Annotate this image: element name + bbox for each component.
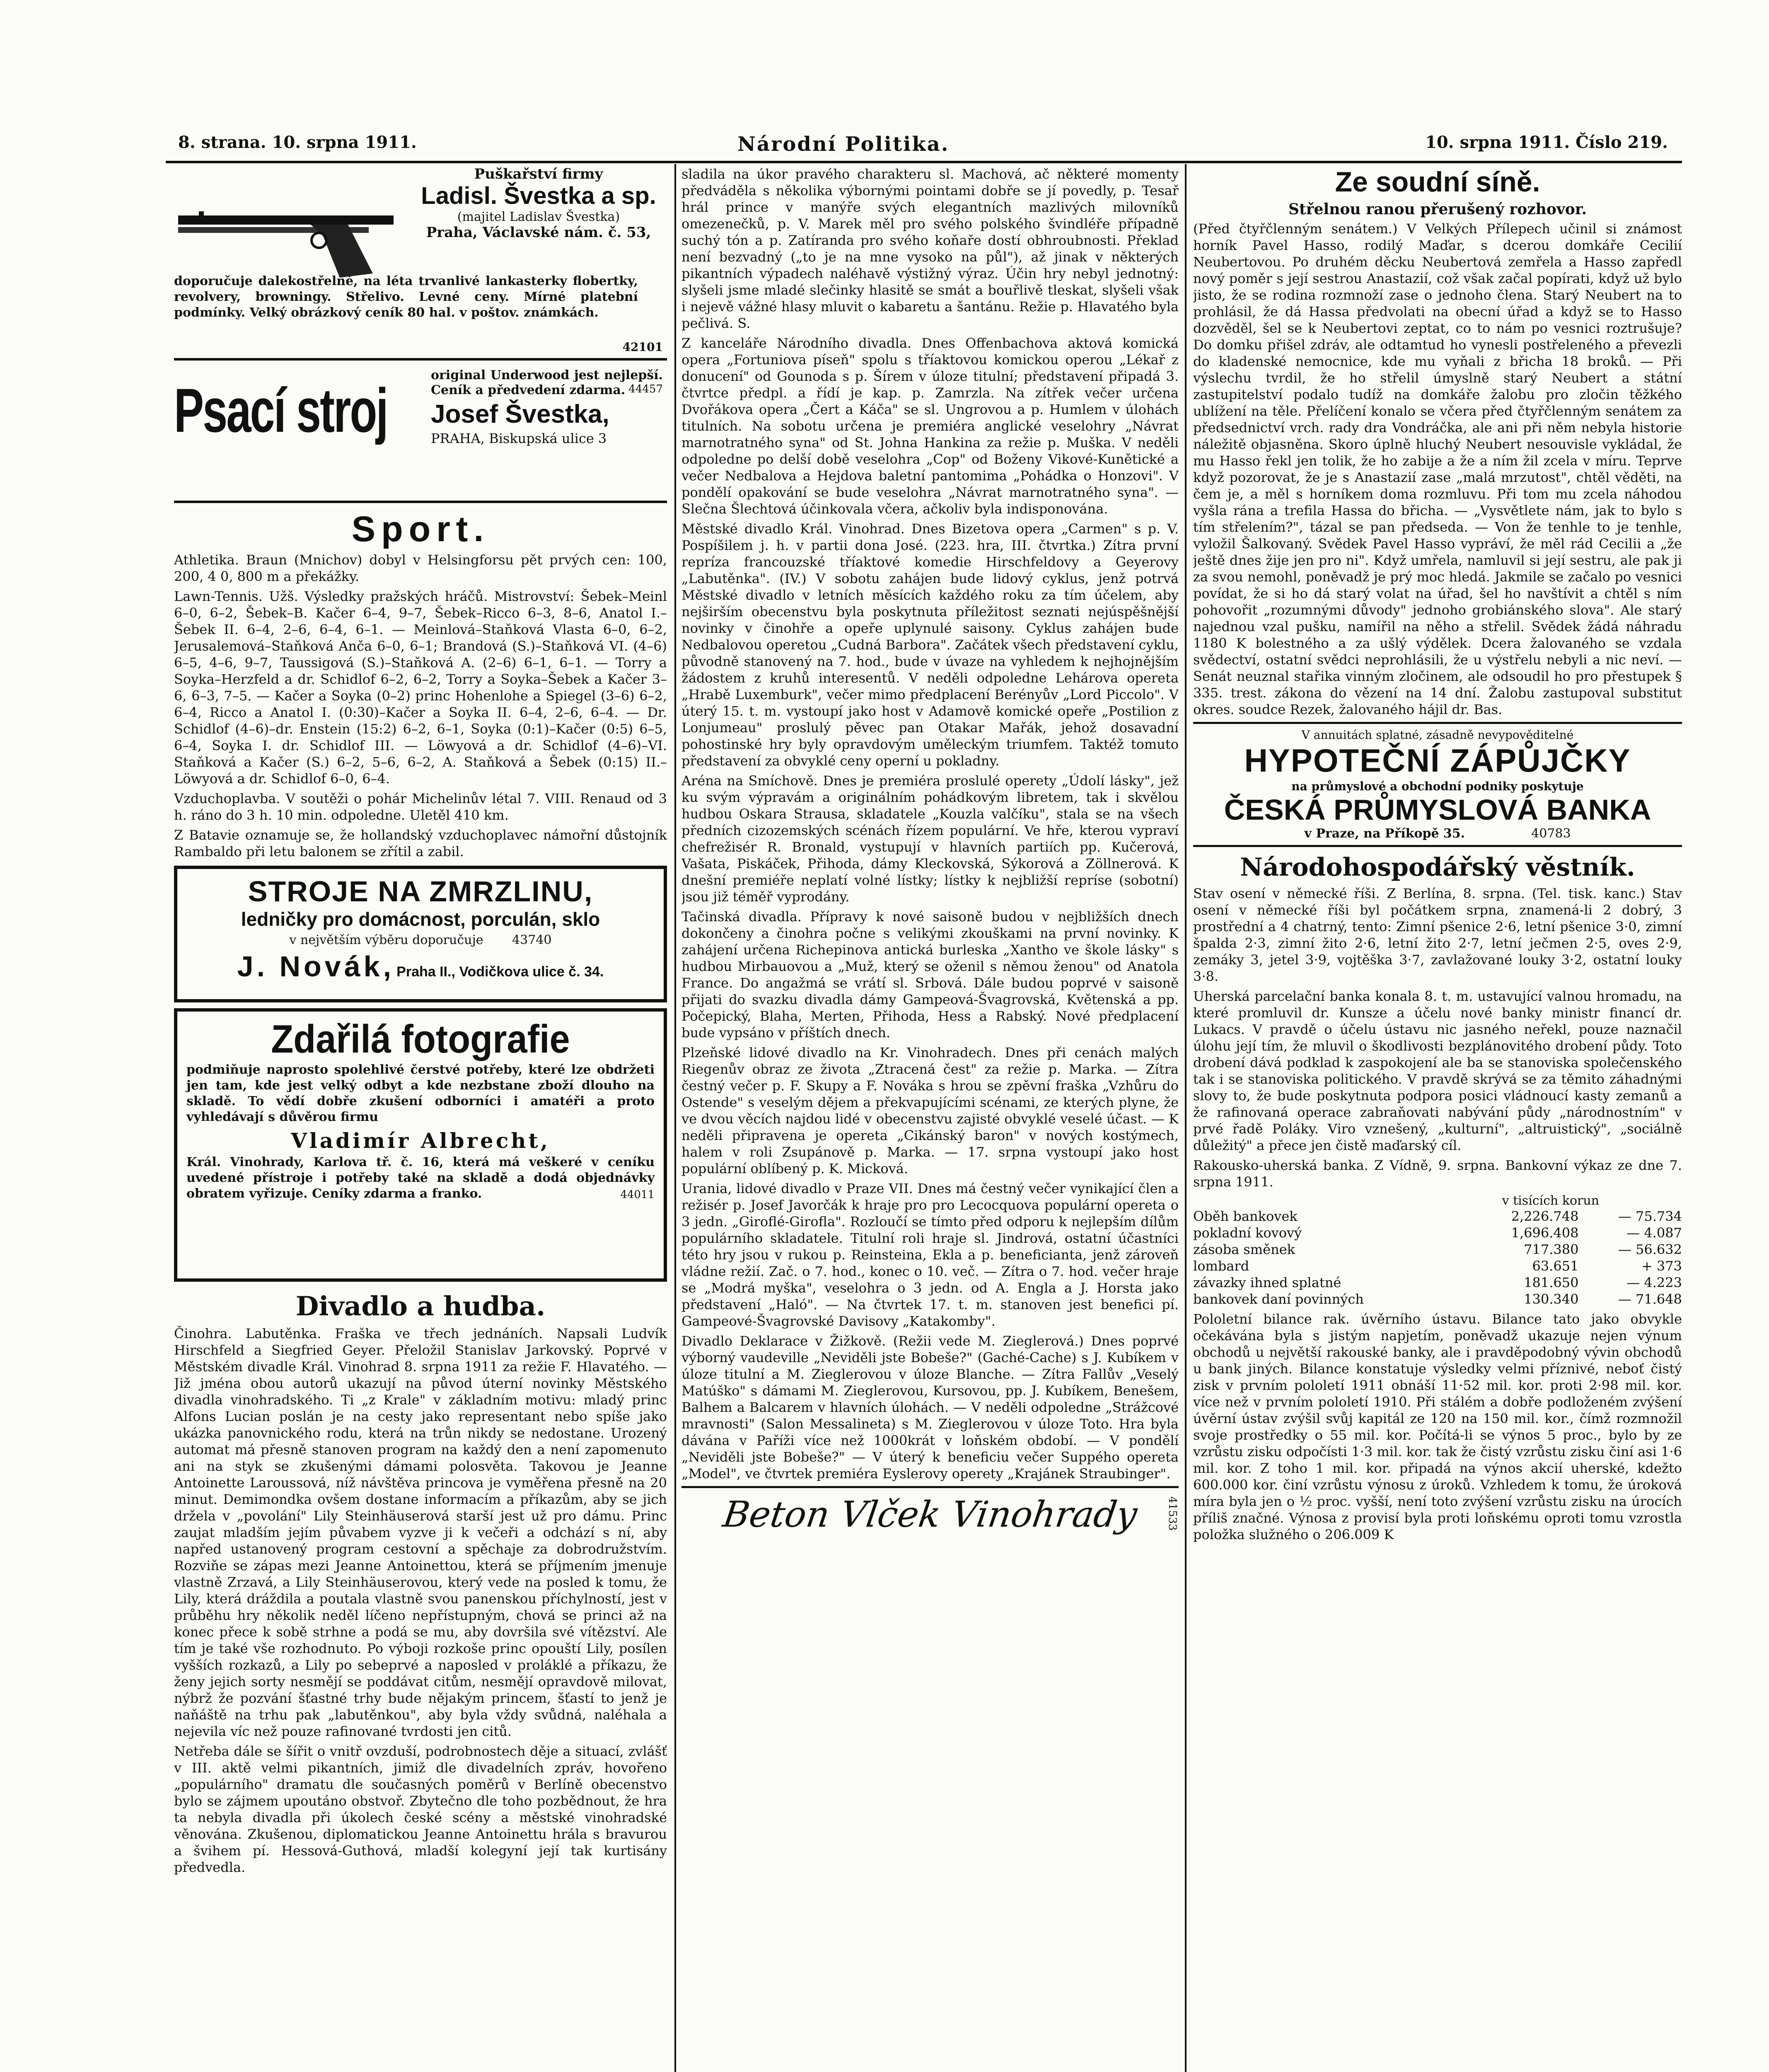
row-label: Oběh bankovek xyxy=(1193,1208,1298,1224)
typewriter-name: Josef Švestka, xyxy=(431,400,609,428)
photo-ad-body1: podmiňuje naprosto spolehlivé čerstvé potřeby, které lze obdržeti jen tam, kde jest velký odbyt a kde nezbstane zboží dlouho na skladě. To vědí dobře zkušení odborníci i amatéři a proto vyhledávají s důvěrou firmu xyxy=(186,1063,655,1124)
beton-vlcek-ad: Beton Vlček Vinohrady xyxy=(720,1494,1140,1535)
ice-machine-ad xyxy=(174,866,667,1002)
shotgun-icon xyxy=(174,178,406,282)
column-divider-1 xyxy=(674,164,676,2072)
gun-shop-ad xyxy=(174,166,667,361)
econ-crops: Stav osení v německé říši. Z Berlína, 8. srpna. (Tel. tisk. kanc.) Stav osení v německé říši byl počátkem srpna, znamená-li 2 dobrý, 3 prostřední a 4 chatrný, tento: Zimní pšenice 2·6, letní pšenice 3·0, zimní špalda 2·3, zimní žito 2·6, letní žito 2·7, letní ječmen 2·5, oves 2·9, zemáky 3, jetel 3·9, vojtěška 3·7, zavlažované louky 3·2, ostatní louky 3·8. xyxy=(1193,886,1682,984)
beton-ad-number: 41533 xyxy=(1166,1496,1179,1531)
sport-athletics: Athletika. Braun (Mnichov) dobyl v Helsingforsu pět prvých cen: 100, 200, 4 0, 800 m a překážky. xyxy=(174,552,667,584)
column-divider-2 xyxy=(1185,164,1187,2072)
court-subheading: Střelnou ranou přerušený rozhovor. xyxy=(1288,201,1587,218)
column-2 xyxy=(682,166,1179,2072)
urania-theatre: Urania, lidové divadlo v Praze VII. Dnes má čestný večer vynikající člen a režisér p. Josef Javorčák k hraje pro pro Lecocquova populární opereta o 3 jedn. „Giroflé-Girofla". Rozloučí se tímto před odporu k nejlepším dílům populárního skladatele. Titulní roli hraje sl. Jindrová, ostatní účastníci této hry jsou v rukou p. Reinsteina, Ekla a p. beneficianta, jenž zároveň vládne režií. Zač. o 7. hod., konec o 10. več. — Zítra o 7. hod. večer hraje se „Modrá myška", veselohra o 3 jedn. od A. Engla a J. Horsta jako představení „Haló". — Na čtvrtek 17. t. m. stanoven jest benefici pí. Gampeové-Švagrovské Davisovy „Katakomby". xyxy=(682,1181,1179,1329)
table-row xyxy=(1193,1241,1682,1258)
typewriter-big-text: Psací stroj xyxy=(174,375,387,445)
photo-ad-number: 44011 xyxy=(620,1188,655,1201)
mortgage-bank: ČESKÁ PRŮMYSLOVÁ BANKA xyxy=(1224,794,1651,826)
econ-parcel-bank: Uherská parcelační banka konala 8. t. m. ustavující valnou hromadu, na které promluvil dr. Kunsze a účelu nové banky ministr financí dr. Lukacs. V pravdě o účelu ústavu nic jasného neřekl, pouze naznačil úlohu její tím, že mluvil o škodlivosti bezplánovitého drobení půdy. Toto drobení dává podklad k zaspokojení ale ba se stanoviska společenského tak i se stanoviska politického. V pravdě skrývá se za těmito záhadnými slovy to, že bude poskytnuta podpora posici vládnoucí kasty zemanů a že rafinovaná operace zabraňovati nabývání půdy „národnostním" v prvé řadě Poláky. Viro vznešený, „kulturní", „altruistický", „sociálně důležitý" a přece jen čistě maďarský cíl. xyxy=(1193,988,1682,1153)
col2-review-end: sladila na úkor pravého charakteru sl. Machová, ač některé momenty předváděla s několika výbornými pointami dobře se jí povedly, p. Tesař hrál prince v manýře svých elegantních mazlivých milovníků omezenečků, p. V. Marek měl pro svého polského švindléře případně suchý tón a p. Zatíranda pro svého koňaře dostí obhroubnosti. Překlad není bezvadný („to je na mne vysoko na půl"), až jinak v některých pikantních výpadech naléhavě výstižný výraz. Účin hry nebyl jednotný: slyšeli jsme mladé slečinky hlasitě se smát a bouřlivě tleskat, slyšeli však i nejevě vážné hlasy mluvit o kabaretu a šantánu. Režie p. Hlavatého byla pečlivá. S. xyxy=(682,166,1179,331)
row-change: — 56.632 xyxy=(1618,1242,1682,1257)
row-value: 717.380 xyxy=(1524,1242,1579,1257)
popular-theatre: Plzeňské lidové divadlo na Kr. Vinohradech. Dnes při cenách malých Riegenův obraz ze života „Ztracená čest" za režie p. Marka. — Zítra čestný večer p. F. Skupy a F. Nováka s hrou se zpěvní fraška „Vzhůru do Ostende" s veselým dějem a překvapujícími scénami, ze kterých plyne, že ve dvou věcích najdou lidé v obecenstvu zajisté obvyklé veselé účast. — K neděli připravena je opereta „Cikánský baron" v nových kostýmech, halem v roli Zsupánově p. Marka. — 17. srpna vystoupí jako host populární oblíbený p. K. Micková. xyxy=(682,1045,1179,1176)
ice-ad-number: 43740 xyxy=(512,933,552,947)
row-label: zásoba směnek xyxy=(1193,1242,1295,1257)
typewriter-number: 44457 xyxy=(628,383,663,395)
sport-aviation: Vzduchoplavba. V soutěži o pohár Michelinův létal 7. VIII. Renaud od 3 h. ráno do 3 h. 10 min. odpoledne. Uletěl 410 km. xyxy=(174,791,667,823)
row-change: — 4.087 xyxy=(1626,1225,1682,1241)
gun-ad-address: Praha, Václavské nám. č. 53, xyxy=(426,224,651,241)
row-label: lombard xyxy=(1193,1258,1249,1274)
header-right: 10. srpna 1911. Číslo 219. xyxy=(1425,133,1668,152)
national-theatre: Z kanceláře Národního divadla. Dnes Offenbachova aktová komická opera „Fortuniova píseň" spolu s tříaktovou komickou operou „Lékař z donucení" od Gounoda s p. Šírem v úloze titulní; představení připadá 3. čtvrtce předpl. a řídí je kap. p. Zamrzla. Na zítřek večer určena Dvořákova opera „Čert a Káča" se sl. Ungrovou a p. Humlem v úlohách titulních. Na sobotu určena je premiéra anglické veselohry „Návrat marnotratného syna" od St. Johna Hankina za režie p. Muška. V neděli odpoledne po delší době veselohra „Cop" od Boženy Vikové-Kunětické a večer Nedbalova a Hejdova baletní pantomima „Pohádka o Honzovi". V pondělí opakování se bude veselohra „Návrat marnotratného syna". — Slečna Šlechtová účinkovala včera, ačkoliv byla indisponována. xyxy=(682,335,1179,517)
ice-ad-line3: v největším výběru doporučuje xyxy=(289,933,483,947)
sport-tennis: Lawn-Tennis. Užš. Výsledky pražských hráčů. Mistrovství: Šebek–Meinl 6–0, 6–2, Šebek–B. Kačer 6–4, 9–7, Šebek–Ricco 6–3, 8–6, Anatol I.–Šebek II. 6–4, 2–6, 6–4, 6–1. — Meinlová–Staňková Vlasta 6–0, 6–2, Jerusalemová–Staňková Anča 6–0, 6–1; Brandová (S.)–Staňková VI. (4–6) 6–5, 4–6, 9–7, Taussigová (S.)–Staňková A. (2–6) 6–1, 6–1. — Torry a Soyka–Herzfeld a dr. Schidlof 6–2, 6–2, Torry a Soyka–Šebek a Kačer 3–6, 6–3, 7–5. — Kačer a Soyka (0–2) princ Hohenlohe a Spiegel (3–6) 6–2, 6–4, Ricco a Anatol I. (0:30)–Kačer a Soyka II. 6–4, 2–6, 6–4. — Dr. Schidlof (4–6)–dr. Enstein (15:2) 6–2, 6–1, Soyka (0:1)–Kačer (0:5) 6–5, 6–4, Soyka I. dr. Schidlof III. — Löwyová a dr. Schidlof (4–6)–VI. Staňková a Kačer (S.) 6–2, 5–6, 6–2, A. Staňková a Šebek (0:15) II.–Löwyová a dr. Schidlof 6–0, 6–4. xyxy=(174,588,667,787)
row-label: pokladní kovový xyxy=(1193,1225,1302,1241)
mortgage-address: v Praze, na Příkopě 35. xyxy=(1304,826,1465,841)
photo-ad-body2: Král. Vinohrady, Karlova tř. č. 16, která má veškeré v ceníku uvedené přístroje i potřeby také na skladě a dodá objednávky obratem vyřizuje. Ceníky zdarma a franko. xyxy=(186,1155,655,1201)
vinohrady-theatre: Městské divadlo Král. Vinohrad. Dnes Bizetova opera „Carmen" s p. V. Pospíšilem j. h. v partii dona José. (223. hra, III. čtvrtka.) Zítra první repríza francouzské tříaktové komedie Hirschfeldovy a Geyerovy „Labutěnka". (IV.) V sobotu zahájen bude lidový cyklus, jenž potrvá Městské divadlo v letních měsících každého roku za tím účelem, aby nejširším obecenstvu byla poskytnuta příležitost seznati nejúspěšnější novinky v činohře a opeře uplynulé saisony. Cyklus zahájen bude Nedbalovou operetou „Cudná Barbora". Začátek všech představení cyklu, původně stanovený na 7. hod., bude v úvaze na vyhledem k nejhojnějším žádostem z kruhů interesentů. V neděli odpoledne Lehárova opereta „Hrabě Luxemburk", večer mimo předplacení Berényův „Lord Piccolo". V úterý 15. t. m. vystoupí jako host v Adamově komické opeře „Postilion z Lonjumeau" proslulý pěvec pan Otakar Mařák, jehož dosavadní pohostinské hry byly opravdovým uměleckým triumfem. Taktéž tomuto představení za obvyklé ceny operní u pokladny. xyxy=(682,521,1179,769)
sport-batavia: Z Batavie oznamuje se, že hollandský vzduchoplavec námořní důstojník Rambaldo při letu balonem se zřítil a zabil. xyxy=(174,827,667,859)
smichov-arena: Aréna na Smíchově. Dnes je premiéra proslulé operety „Údolí lásky", jež ku svým výpravám a originálním pohádkovým libretem, tak i skvělou hudbou Oskara Strausa, skladatele „Kouzla valčíku", stala se na všech předních cizozemských scénách řízem populární. Ve hře, kterou vypraví chefrežisér R. Bronald, vystupují v hlavních partiích pp. Kučerová, Vašata, Piskáček, Přihoda, dámy Kleckovská, Sýkorová a Zöllnerová. K dnešní premiéře neplatí volné lístky; lístky k nejbližší repríse (sobotní) jsou již téměř vyprodány. xyxy=(682,773,1179,905)
ice-ad-address: Praha II., Vodičkova ulice č. 34. xyxy=(396,964,604,980)
theatre-heading: Divadlo a hudba. xyxy=(295,1291,546,1322)
row-change: — 75.734 xyxy=(1618,1208,1682,1224)
column-1 xyxy=(174,166,667,2072)
table-row xyxy=(1193,1291,1682,1307)
mortgage-mid: na průmyslové a obchodní podniky poskytuje xyxy=(1291,779,1584,793)
mortgage-top: V annuitách splatné, zásadně nevypověditelné xyxy=(1301,728,1574,742)
bank-report-table xyxy=(1193,1208,1682,1307)
row-change: — 71.648 xyxy=(1618,1291,1682,1307)
sport-heading: Sport. xyxy=(351,509,490,549)
table-row xyxy=(1193,1208,1682,1225)
photo-ad-name: Vladimír Albrecht, xyxy=(291,1128,550,1153)
typewriter-ad xyxy=(174,366,667,503)
photo-ad xyxy=(174,1008,667,1282)
row-label: bankovek daní povinných xyxy=(1193,1291,1364,1307)
mortgage-number: 40783 xyxy=(1531,826,1571,841)
gun-ad-body: doporučuje dalekostřelné, na léta trvanlivé lankasterky flobertky, revolvery, browningy. Střelivo. Levné ceny. Mírné platební podmínky. Velký obrázkový ceník 80 hal. v poštov. známkách. xyxy=(174,274,638,320)
mortgage-ad xyxy=(1193,722,1682,847)
deklarace-theatre: Divadlo Deklarace v Žižkově. (Režii vede M. Zieglerová.) Dnes poprvé výborný vaudeville „Neviděli jste Bobeše?" (Gaché-Cache) s J. Kubíkem v úloze titulní a M. Zieglerovou v úloze Blanche. — Zítra Fallův „Veselý Matúško" s dámami M. Zieglerovou, Kursovou, pp. J. Kubíkem, Benešem, Balhem a Balcarem v hlavních úlohách. — V neděli odpoledne „Strážcové mravnosti" (Salon Messalineta) s M. Zieglerovou v úloze Toto. Hra byla dávána v Paříži více než 1000krát v loňském období. — V pondělí „Neviděli jste Bobeše?" — V úterý k beneficiu večer Suppého opereta „Model", ve čtvrtek premiéra Eyslerovy operety „Krajánek Straubinger". xyxy=(682,1333,1179,1481)
row-value: 130.340 xyxy=(1524,1291,1579,1307)
ice-ad-name: J. Novák, xyxy=(237,950,395,983)
theatre-commentary: Netřeba dále se šířit o vnitř ovzduší, podrobnostech děje a situací, zvlášť v III. aktě velmi pikantních, jimiž dle divadelních zpráv, hovořeno „populárního" dramatu dle současných poměrů v Berlíně obecenstvo bylo se zájmem upoutáno obstvoř. Zbytečno dle toho pozbědnout, že hra ta nebyla divadla při úkolech české scény a městské vinohradské věnována. Zkušenou, diplomatickou Jeanne Antoinettu hrála s bravurou a švihem pí. Hessová-Guthová, mladší kolegyní její tak kurtisány předvedla. xyxy=(174,1743,667,1875)
gun-ad-title: Puškařství firmy xyxy=(474,166,603,182)
row-value: 63.651 xyxy=(1532,1258,1579,1274)
court-story: (Před čtyřčlenným senátem.) V Velkých Přílepech učinil si známost horník Pavel Hasso, rodilý Maďar, s dcerou domkáře Cecilií Neubertovou. Po druhém děcku Neubertová zemřela a Hasso zapředl nový poměr s její sestrou Anastazií, což však začal popírati, když už bylo jisto, že se rodina rozmnoží zase o jednoho člena. Starý Neubert na to prohlásil, že dá Hassa předvolati na obecní úřad a když se to Hasso dozvěděl, šel se k Neubertovi zeptat, co to nám po vesnici roztrušuje? Do domku přišel zdráv, ale odtamtud ho vynesli postřeleného a převezli do kladenské nemocnice, kde mu vyňali z břicha 18 broků. — Při výslechu tvrdil, že ho střelil úmyslně starý Neubert a státní zastupitelství podalo tudíž na domkáře žalobu pro zločin těžkého ublížení na těle. Přelíčení konalo se včera před čtyřčlenným senátem za předsednictví vrch. rady dra Vondráčka, ale ani při něm nebyla historie náležitě objasněna. Skoro úplně hluchý Neubert nesouvisle vykládal, že mu Hasso řekl jen tolik, že ho zabije a že a ním žil zcela v míru. Teprve když pozorovat, že je s Anastazií zase „malá mrzutost", chtěl věděti, na čem je, a měl s horníkem doma rozmluvu. Při tom mu zcela náhodou vyšla rána a trefila Hassa do břicha. — „Vysvětlete nám, jak to bylo s tím střelením?", tázal se pan předseda. — Von že tenhle to je tenhle, vyložil Šalkovaný. Svědek Pavel Hasso vypráví, že měl rád Cecilii a „že ještě dnes žije jen pro ni". Když umřela, namluvil si její sestru, ale pak ji za svou nemohl, poněvadž je prý moc hledá. Jakmile se začalo po vesnici povídat, že si ho dá starý volat na úřad, šel ho navštívit a chtěl s ním pohovořit „rozumnými důvody" jednoho grobiánského slova". Ale starý najednou vzal pušku, namířil na něho a střelil. Svědek žádá náhradu 1180 K bolestného a za ušlý výdělek. Dcera žalovaného se vzdala svědectví, ostatní svědci neprohlásili, že u výstřelu nebyli a nic neví. — Senát neuznal stařika vinným zločinem, ale odsoudil ho pro přestupek § 335. trest. zákona do vězení na 14 dní. Žalobu zastupoval substitut okres. soudce Rezek, žalovaného hájil dr. Bas. xyxy=(1193,221,1682,717)
gun-ad-name: Ladisl. Švestka a sp. xyxy=(421,182,656,209)
row-value: 1,696.408 xyxy=(1511,1225,1579,1241)
court-heading: Ze soudní síně. xyxy=(1335,166,1540,198)
econ-austro-bank: Rakousko-uherská banka. Z Vídně, 9. srpna. Bankovní výkaz ze dne 7. srpna 1911. xyxy=(1193,1157,1682,1190)
table-row xyxy=(1193,1225,1682,1241)
row-change: — 4.223 xyxy=(1626,1275,1682,1290)
gun-ad-number: 42101 xyxy=(622,340,663,354)
econ-credit-bank: Pololetní bilance rak. úvěrního ústavu. Bilance tato jako obvykle očekávána byla s jistým napjetím, poněvadž ukazuje nejen výnum obchodů u největší rakouské banky, ale i pravděpodobný vývin obchodů u bank jiných. Bilance konstatuje výsledky velmi příznivé, neboť čistý zisk v prvním pololetí 1911 obnáší 11·52 mil. kor. proti 2·98 mil. kor. více než v prvním pololetí 1910. Při stálém a dobře podloženém zvýšení úvěrní ústav zvýšil svůj kapitál ze 120 na 150 mil. kor., čímž rozmnožil svoje prostředky o 55 mil. kor. Počítá-li se výnos 5 proc., bylo by ze vzrůstu zisku odpočísti 1·3 mil. kor. tak že čistý vzrůstu zisku činí asi 1·6 mil. kor. Z toho 1 mil. kor. připadá na výnos akcií uherské, kdežto 600.000 kor. činí vzrůstu výnosu z úroků. Vzhledem k tomu, že úroková míra byla jen o ½ proc. vyšší, není toto zvýšení vzrůstu zisku na úrocích příliš značné. Výnosa z provisí byla proti loňskému oproti tomu vzrostla položka služného o 206.009 K xyxy=(1193,1311,1682,1542)
photo-ad-big: Zdařilá fotografie xyxy=(271,1017,570,1061)
ice-ad-line2: ledničky pro domácnost, porculán, sklo xyxy=(241,908,600,930)
theatres-news: Tačinská divadla. Přípravy k nové saisoně budou v nejbližších dnech dokončeny a činohra počne s velikými zkouškami na první novinky. K zahájení určena Richepinova antická burleska „Xantho ve škole lásky" s hudbou Mirbauovou a „Muž, který se oženil s němou ženou" od Anatola France. Do angažmá se vrátí sl. Srbová. Dále budou poprvé v saisoně přijati do svazku divadla dámy Gampeová-Švagrovská, Květenská a pp. Počepický, Blaha, Merten, Přihoda, Hess a Rabský. Nové předplacení bude vypsáno v příštích dnech. xyxy=(682,909,1179,1041)
mortgage-big: HYPOTEČNÍ ZÁPŮJČKY xyxy=(1244,742,1631,779)
theatre-labutenka: Činohra. Labutěnka. Fraška ve třech jednáních. Napsali Ludvík Hirschfeld a Siegfried Geyer. Přeložil Stanislav Jarkovský. Poprvé v Městském divadle Král. Vinohrad 8. srpna 1911 za režie F. Hlavatého. — Již jména obou autorů ukazují na původ úterní novinky Městského divadla vinohradského. Ti „z Krale" v základním motivu: mladý princ Alfons Lucian poslán je na cesty jako representant nebo spíše jako ukázka panovnického rodu, která na trůn nikdy se nedostane. Urozený automat má přesně stanoven program na každý den a není zapomenuto ani na styk se zkušenými dámami polosvěta. Takovou je Jeanne Antoinette Laroussová, níž návštěva princova je vyměřena přesně na 20 minut. Demimondka ovšem dostane informacím a příkazům, aby se jich držela v „povolání" Lily Steinhäuserová starší jest už pro dámu. Princ zaujat mladším jejím půvabem vyzve ji k večeři a odchází s ní, aby napřed ustanovený program cestovní a spěchaje za dobrodružstvím. Rozviňe se zápas mezi Jeanne Antoinettou, která se příjmením jmenuje vlastně Zrzavá, a Lily Steinhäuserovou, který vede na posled k tomu, že Lily, která dráždila a poutala vlastně svou panenskou příchylností, jest v průběhu hry několik neděl líčeno nepřístupným, chová se princi až na konec přece k sobě strhne a podá se mu, aby dovršila své vítězství. Ale tím je také vše rozhodnuto. Po výboji rozkoše princ opouští Lily, posílen vyšších rozkazů, a Lily po sebeprvé a naposled v proláklé a příkazu, že ženy jejich sorty nesmějí se poddávat citům, nesmějí opravdově milovat, nýbrž že pozvání šťastné trhy bude nějakým princem, šťastí to jenž je naňáště na trhu pak „labutěnkou", aby byla vždy svůdná, naléhala a nejevila víc než pouze rafinované tvrdosti jen citů. xyxy=(174,1326,667,1739)
column-3 xyxy=(1193,166,1682,2072)
table-row xyxy=(1193,1274,1682,1291)
row-value: 2,226.748 xyxy=(1511,1208,1579,1224)
typewriter-text: original Underwood jest nejlepší. Ceník a předvedení zdarma. xyxy=(431,368,663,397)
gun-ad-owner: (majitel Ladislav Švestka) xyxy=(457,210,620,224)
header-rule xyxy=(166,161,1682,163)
typewriter-address: PRAHA, Biskupská ulice 3 xyxy=(431,431,607,446)
econ-heading: Národohospodářský věstník. xyxy=(1240,853,1635,882)
table-row xyxy=(1193,1258,1682,1274)
row-change: + 373 xyxy=(1641,1258,1682,1274)
ice-ad-line1: STROJE NA ZMRZLINU, xyxy=(248,875,593,908)
row-label: závazky ihned splatné xyxy=(1193,1275,1341,1290)
header-left: 8. strana. 10. srpna 1911. xyxy=(178,133,417,152)
bank-table-header: v tisících korun xyxy=(1502,1193,1599,1208)
row-value: 181.650 xyxy=(1524,1275,1579,1290)
header-masthead: Národní Politika. xyxy=(737,133,950,156)
